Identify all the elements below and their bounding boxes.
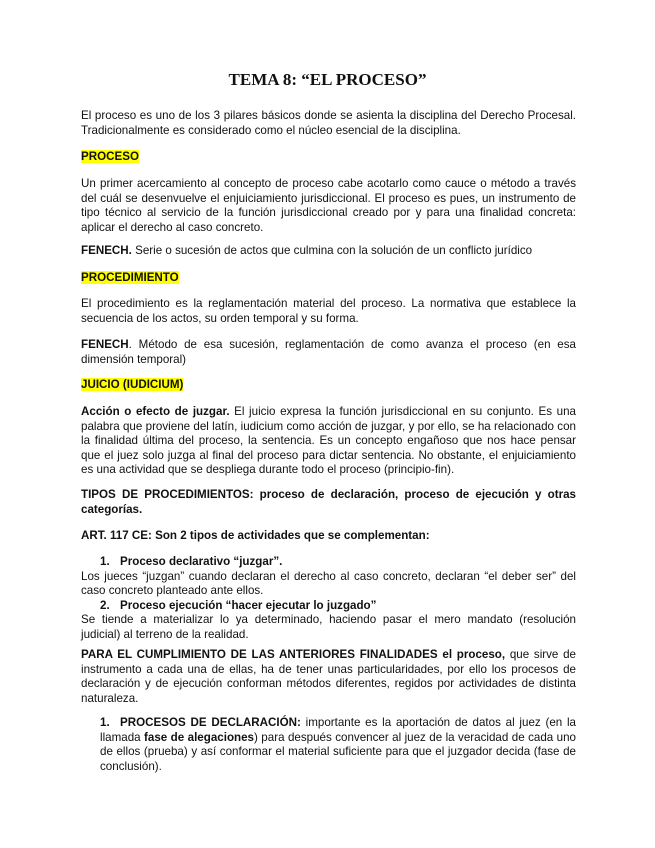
para-paragraph <box>81 648 576 706</box>
page-title: TEMA 8: “EL PROCESO” <box>228 70 427 89</box>
juicio-heading-text: JUICIO (IUDICIUM) <box>81 378 184 391</box>
declaracion-text-2: ) para después convencer al juez de la veracidad de cada uno de ellos (prueba) y así conformar el material suficiente para que el juzgador decida (fase de conclusión). <box>100 730 576 773</box>
proceso-paragraph: Un primer acercamiento al concepto de proceso cabe acotarlo como cauce o método a través del cuál se desenvuelve el enjuiciamiento jurisdiccional. El proceso es pues, un instrumento de tipo técnico al servicio de la función jurisdiccional creado por y para una finalidad concreta: aplicar el derecho al caso concreto. <box>81 177 576 234</box>
para-lead: PARA EL CUMPLIMIENTO DE LAS ANTERIORES FINALIDADES el proceso, <box>81 648 506 661</box>
procedimiento-fenech-text: . Método de esa sucesión, reglamentación de como avanza el proceso (en esa dimensión temporal) <box>81 338 576 366</box>
juicio-paragraph <box>81 405 576 478</box>
declaracion-paragraph <box>81 716 576 774</box>
list-item-title-2 <box>81 599 576 614</box>
declaracion-text-1: importante es la aportación de datos al juez (en la llamada <box>100 716 576 744</box>
juicio-lead: Acción o efecto de juzgar. <box>81 405 230 418</box>
declaracion-number: 1. <box>100 716 110 729</box>
procedimiento-paragraph: El procedimiento es la reglamentación material del proceso. La normativa que establece la secuencia de los actos, su orden temporal y su forma. <box>81 297 576 325</box>
procedimiento-fenech-label: FENECH <box>81 338 129 351</box>
art-paragraph: ART. 117 CE: Son 2 tipos de actividades que se complementan: <box>81 529 430 542</box>
proceso-heading-text: PROCESO <box>81 150 139 163</box>
list-item-text-1: Los jueces “juzgan” cuando declaran el derecho al caso concreto, declaran “el deber ser” del caso concreto planteado ante ellos. <box>81 569 576 598</box>
list-item-title-1 <box>81 555 576 570</box>
proceso-fenech-paragraph <box>81 244 576 259</box>
proceso-fenech-text: Serie o sucesión de actos que culmina con la solución de un conflicto jurídico <box>131 244 533 257</box>
intro-paragraph: El proceso es uno de los 3 pilares básicos donde se asienta la disciplina del Derecho Procesal. Tradicionalmente es considerado como el núcleo esencial de la disciplina. <box>81 109 576 137</box>
procedimiento-fenech-paragraph <box>81 338 576 367</box>
tipos-paragraph: TIPOS DE PROCEDIMIENTOS: proceso de declaración, proceso de ejecución y otras categorías. <box>81 488 576 516</box>
para-text: que sirve de instrumento a cada una de ellas, ha de tener unas particularidades, por ello los procesos de declaración y de ejecución conforman métodos diferentes, regidos por actividades de distinta naturaleza. <box>81 648 576 705</box>
declaracion-bold: fase de alegaciones <box>144 730 255 744</box>
list-item-title-text: Proceso declarativo “juzgar”. <box>120 555 283 568</box>
proceso-fenech-label: FENECH. <box>81 244 132 257</box>
list-item-text-2: Se tiende a materializar lo ya determinado, haciendo pasar el mero mandato (resolución judicial) al terreno de la realidad. <box>81 613 576 641</box>
procedimiento-heading-text: PROCEDIMIENTO <box>81 271 179 284</box>
list-item-number: 1. <box>100 555 110 568</box>
list-item-title-text: Proceso ejecución “hacer ejecutar lo juzgado” <box>120 598 377 612</box>
list-item-number: 2. <box>100 598 110 612</box>
juicio-text: El juicio expresa la función jurisdiccional en su conjunto. Es una palabra que proviene del latín, iudicium como acción de juzgar, y por ello, se ha relacionado con la finalidad última del proceso, la sentencia. Es un concepto engañoso que nos hace pensar que el juez solo juzga al final del proceso para dictar sentencia. No obstante, el enjuiciamiento es una actividad que se despliega durante todo el proceso (principio-fin). <box>81 405 576 477</box>
declaracion-lead: PROCESOS DE DECLARACIÓN: <box>120 716 301 729</box>
procedimiento-heading <box>81 271 576 286</box>
proceso-heading <box>81 150 576 165</box>
activities-list <box>81 555 576 643</box>
juicio-heading <box>81 378 576 393</box>
